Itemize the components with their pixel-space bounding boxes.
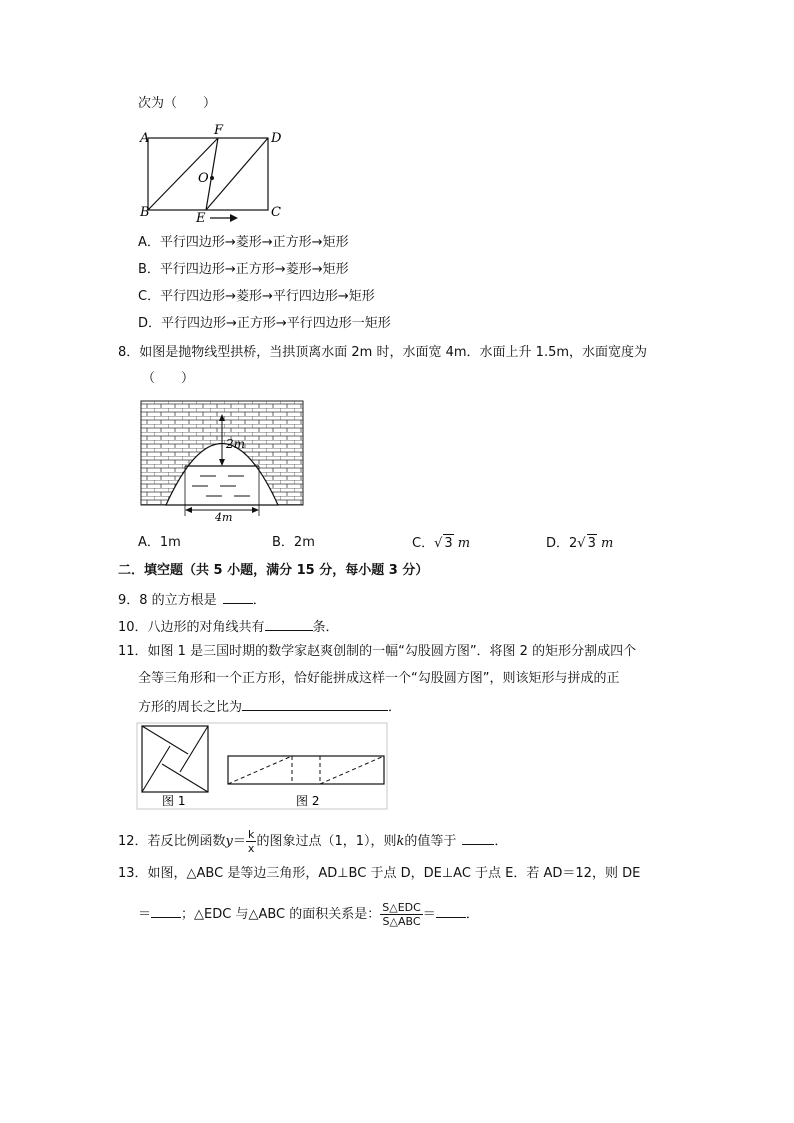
q7-option-d: D．平行四边形→正方形→平行四边形一矩形	[138, 316, 391, 331]
q11-line2: 全等三角形和一个正方形，恰好能拼成这样一个“勾股圆方图”，则该矩形与拼成的正	[138, 671, 620, 686]
q10-answer-blank	[265, 617, 313, 631]
fraction-area-ratio: $\frac{\text{S△EDC}}{\text{S△ABC}}$	[382, 901, 421, 928]
label-f: F	[214, 123, 224, 138]
q11-answer-blank	[242, 697, 388, 711]
arrow-left-icon	[185, 507, 192, 513]
fig1-caption: 图 1	[162, 794, 186, 808]
q10: 10．八边形的对角线共有 条．	[118, 617, 339, 637]
width-label: 4m	[215, 511, 233, 524]
sqrt-icon: √	[434, 536, 443, 551]
label-c: C	[271, 205, 281, 220]
arrow-right-icon	[252, 507, 259, 513]
q12-answer-blank	[462, 831, 494, 845]
q8-paren: （ ）	[142, 371, 195, 386]
label-b: B	[140, 205, 150, 220]
q8-option-b: B．2m	[272, 535, 315, 550]
q8-stem: 8．如图是抛物线型拱桥，当拱顶离水面 2m 时，水面宽 4m．水面上升 1.5m，水面宽度为	[118, 345, 648, 360]
q7-option-a: A．平行四边形→菱形→正方形→矩形	[138, 235, 349, 250]
q9-answer-blank	[223, 590, 253, 604]
point-o	[210, 176, 214, 180]
q12: 12．若反比例函数y＝ $\frac{k}{x}$ 的图象过点（1，1），则k的值等于 ．	[118, 828, 508, 855]
figure-1-zhao-shuang-square	[142, 726, 208, 792]
q7-option-c: C．平行四边形→菱形→平行四边形→矩形	[138, 289, 375, 304]
q8-bridge-figure	[140, 400, 306, 522]
arrow-head-icon	[230, 214, 238, 222]
label-o: O	[198, 171, 209, 186]
q7-stem-tail: 次为（ ）	[138, 96, 217, 111]
height-label: 2m	[226, 437, 246, 451]
label-e: E	[196, 211, 206, 226]
q7-rectangle-figure	[138, 122, 288, 224]
q9: 9．8 的立方根是 ．	[118, 590, 266, 610]
q13-de-blank	[151, 904, 181, 918]
label-a: A	[140, 131, 150, 146]
fig2-caption: 图 2	[296, 794, 320, 808]
q7-option-b: B．平行四边形→正方形→菱形→矩形	[138, 262, 349, 277]
fraction-k-over-x: $\frac{k}{x}$	[247, 828, 255, 855]
q13-ratio-blank	[436, 904, 466, 918]
section-heading: 二．填空题（共 5 小题，满分 15 分，每小题 3 分）	[118, 563, 429, 578]
q13-line1: 13．如图，△ABC 是等边三角形，AD⊥BC 于点 D，DE⊥AC 于点 E．若 AD＝12，则 DE	[118, 866, 641, 881]
label-d: D	[271, 131, 282, 146]
q8-option-c: C．√ 3 m	[412, 536, 471, 551]
q13-line2: ＝ ；△EDC 与△ABC 的面积关系是： $\frac{\text{S△EDC}}{\text{S△ABC}}$ ＝ ．	[138, 901, 479, 928]
q11-line3: 方形的周长之比为 ．	[138, 697, 401, 717]
figure-2-rectangle	[228, 756, 384, 784]
segment-ed	[206, 138, 268, 210]
q8-option-d: D．2√ 3 m	[546, 536, 614, 551]
q11-figures	[136, 722, 390, 812]
q11-line1: 11．如图 1 是三国时期的数学家赵爽创制的一幅“勾股圆方图”．将图 2 的矩形分割成四个	[118, 644, 637, 659]
q8-option-a: A．1m	[138, 535, 181, 550]
sqrt-icon: √	[577, 536, 586, 551]
